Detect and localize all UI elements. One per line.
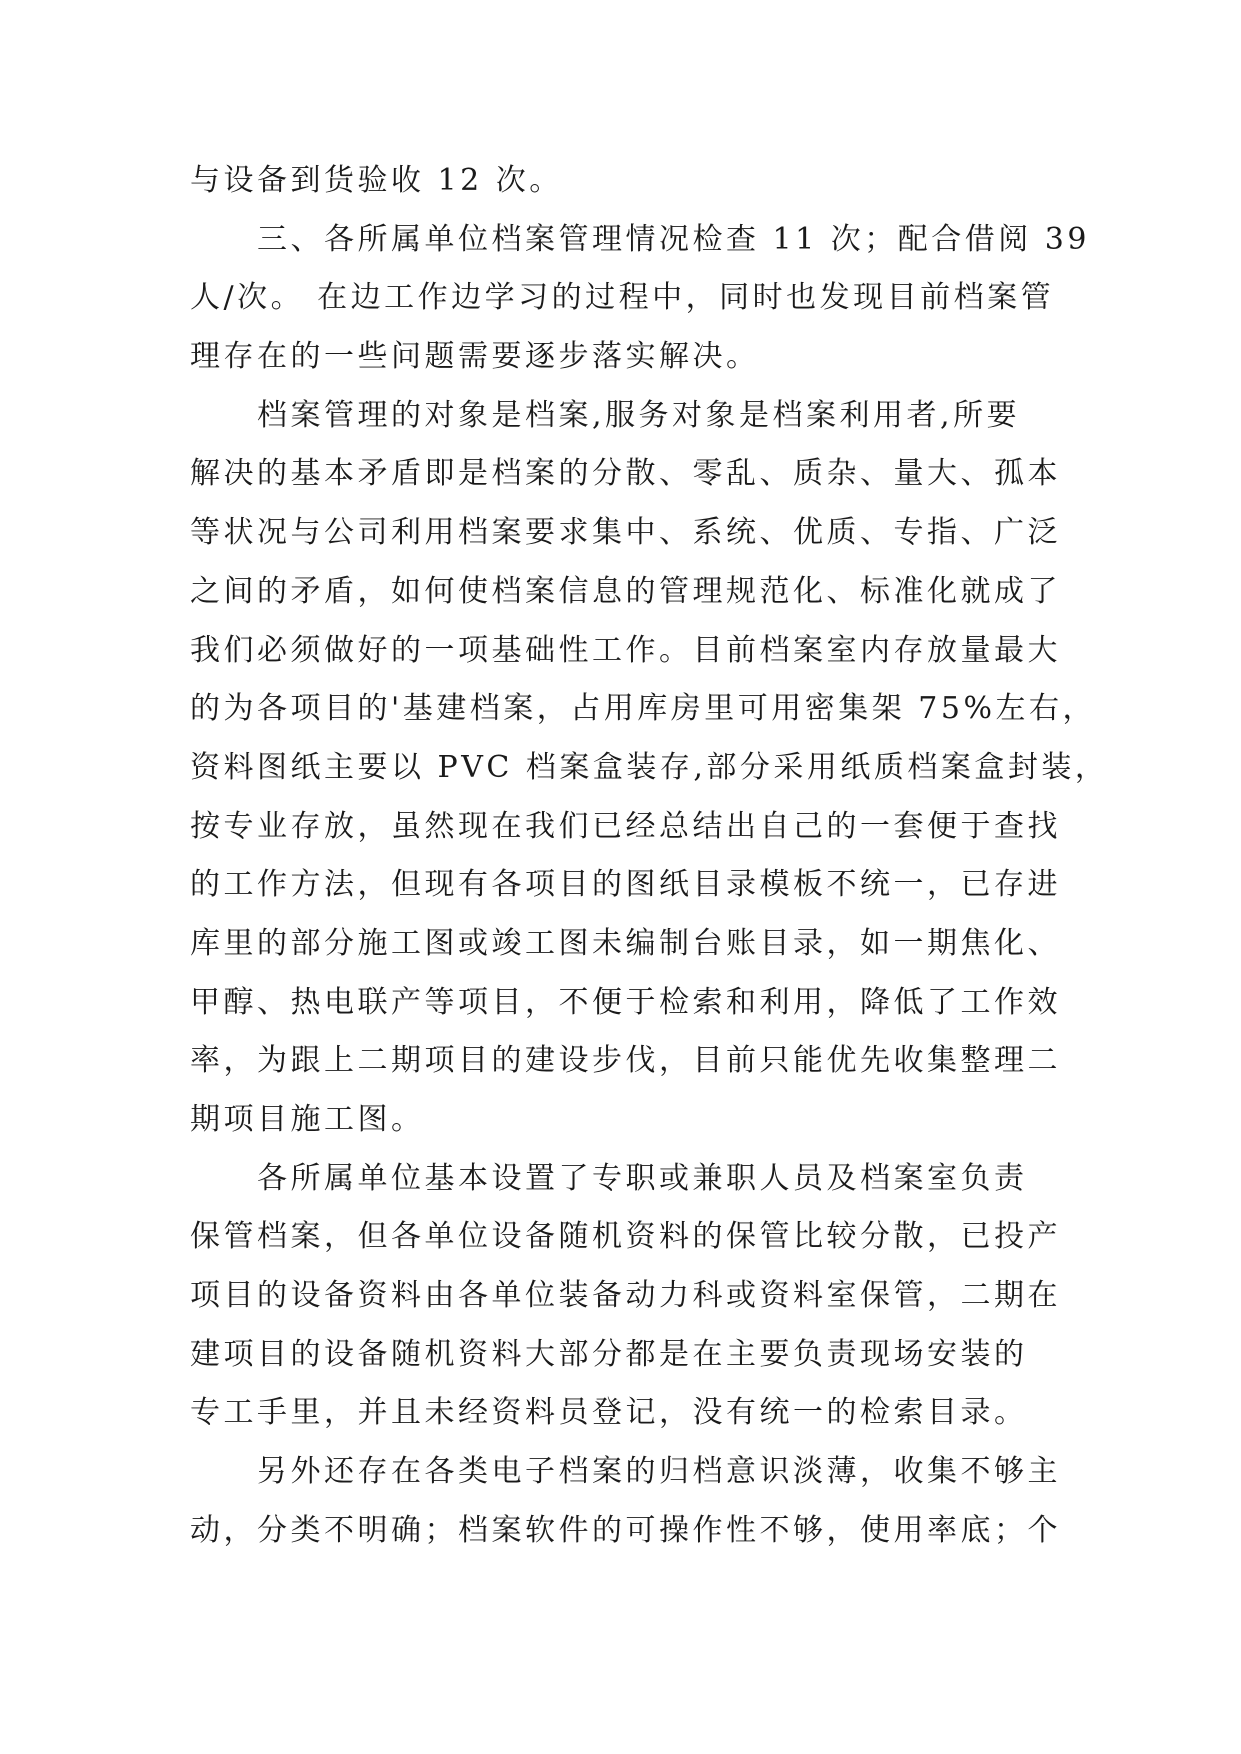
text-line: 人/次。 在边工作边学习的过程中，同时也发现目前档案管 (190, 280, 1055, 316)
text-line: 之间的矛盾，如何使档案信息的管理规范化、标准化就成了 (190, 573, 1061, 609)
text-line: 项目的设备资料由各单位装备动力科或资料室保管，二期在 (190, 1278, 1061, 1314)
text-line: 理存在的一些问题需要逐步落实解决。 (190, 339, 760, 375)
text-line: 另外还存在各类电子档案的归档意识淡薄，收集不够主 (190, 1454, 1061, 1490)
text-line: 的工作方法，但现有各项目的图纸目录模板不统一，已存进 (190, 867, 1061, 903)
text-line: 资料图纸主要以 PVC 档案盒装存,部分采用纸质档案盒封装， (190, 749, 1109, 785)
text-line: 与设备到货验收 12 次。 (190, 163, 563, 198)
text-line: 各所属单位基本设置了专职或兼职人员及档案室负责 (190, 1160, 1028, 1196)
text-line: 按专业存放，虽然现在我们已经总结出自己的一套便于查找 (190, 808, 1061, 844)
text-line: 三、各所属单位档案管理情况检查 11 次；配合借阅 39 (190, 221, 1090, 257)
text-line: 我们必须做好的一项基础性工作。目前档案室内存放量最大 (190, 632, 1061, 668)
text-line: 甲醇、热电联产等项目，不便于检索和利用，降低了工作效 (190, 984, 1061, 1020)
text-line: 动，分类不明确；档案软件的可操作性不够，使用率底；个 (190, 1512, 1061, 1548)
text-line: 建项目的设备随机资料大部分都是在主要负责现场安装的 (190, 1336, 1028, 1372)
text-line: 等状况与公司利用档案要求集中、系统、优质、专指、广泛 (190, 515, 1061, 551)
text-line: 解决的基本矛盾即是档案的分散、零乱、质杂、量大、孤本 (190, 456, 1061, 492)
text-line: 专工手里，并且未经资料员登记，没有统一的检索目录。 (190, 1395, 1028, 1431)
body-text (190, 152, 1109, 1561)
text-line: 档案管理的对象是档案,服务对象是档案利用者,所要 (190, 397, 1021, 433)
text-line: 率，为跟上二期项目的建设步伐，目前只能优先收集整理二 (190, 1043, 1061, 1079)
text-line: 保管档案，但各单位设备随机资料的保管比较分散，已投产 (190, 1219, 1061, 1255)
text-line: 的为各项目的'基建档案，占用库房里可用密集架 75%左右， (190, 691, 1096, 727)
text-line: 期项目施工图。 (190, 1102, 425, 1137)
text-line: 库里的部分施工图或竣工图未编制台账目录，如一期焦化、 (190, 925, 1061, 961)
